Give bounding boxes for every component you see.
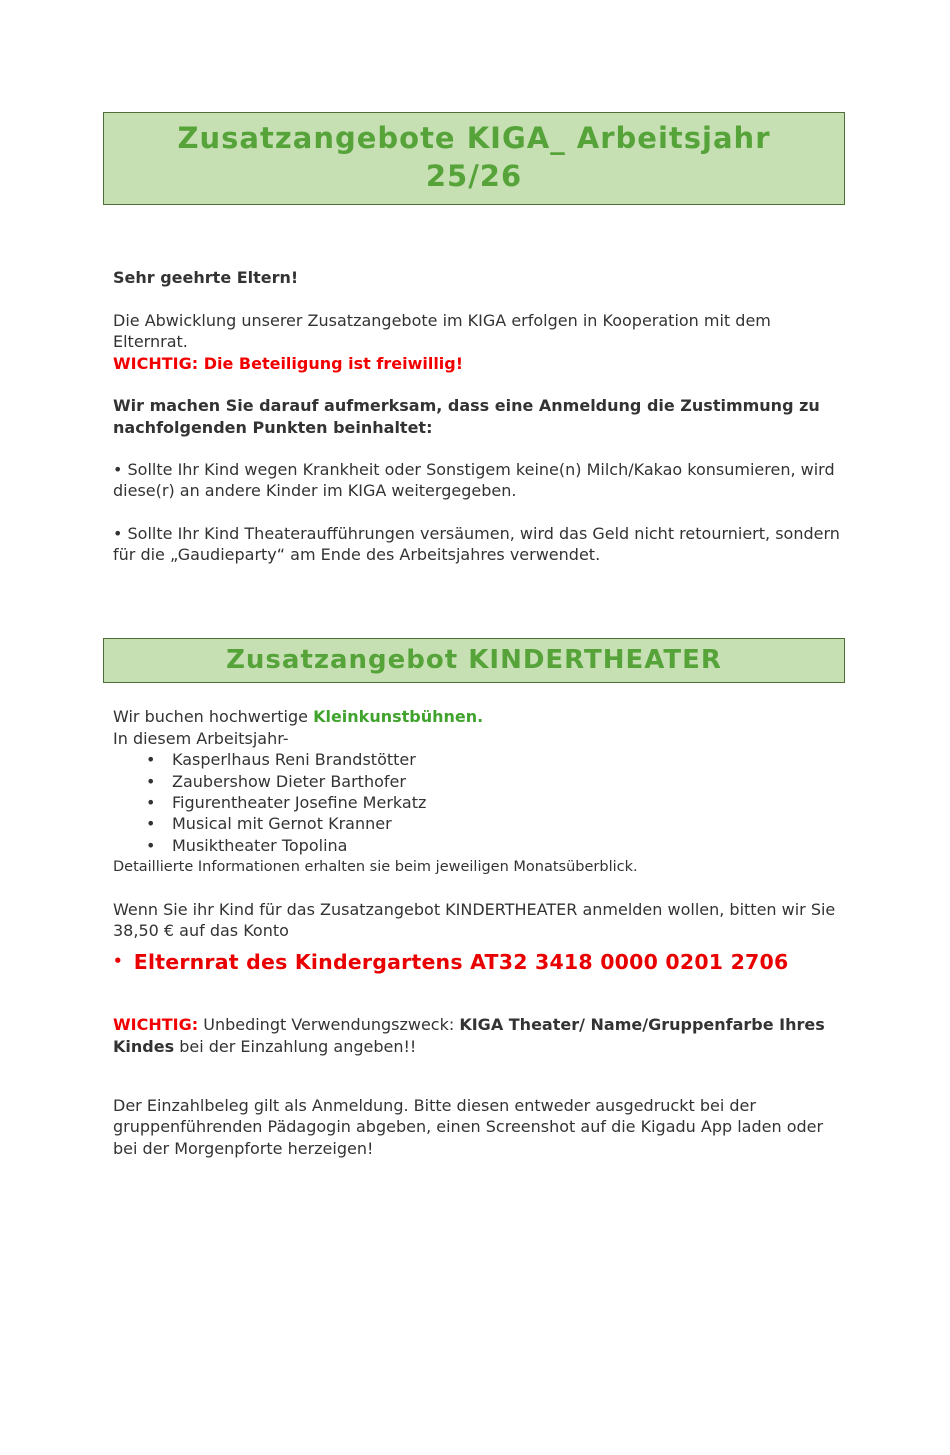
main-title-banner bbox=[103, 112, 845, 205]
list-item: • Kasperlhaus Reni Brandstötter bbox=[172, 749, 845, 770]
document-page bbox=[0, 112, 950, 1455]
list-item: • Figurentheater Josefine Merkatz bbox=[172, 792, 845, 813]
document-title-line1: Zusatzangebote KIGA_ Arbeitsjahr bbox=[177, 121, 771, 155]
bank-account-line bbox=[113, 949, 845, 976]
section-title-banner bbox=[103, 638, 845, 684]
reference-required-text: KIGA Theater/ Name/Gruppenfarbe Ihres Kindes bbox=[113, 1015, 825, 1056]
greeting: Sehr geehrte Eltern! bbox=[113, 268, 299, 288]
theater-intro-line1 bbox=[113, 706, 845, 727]
list-item: • Musiktheater Topolina bbox=[172, 835, 845, 856]
list-item: • Zaubershow Dieter Barthofer bbox=[172, 771, 845, 792]
payment-instructions: Wenn Sie ihr Kind für das Zusatzangebot KINDERTHEATER anmelden wollen, bitten wir Sie 38,50 € auf das Konto bbox=[113, 899, 836, 941]
reference-text: Unbedingt Verwendungszweck: bbox=[198, 1015, 460, 1035]
intro-section bbox=[113, 267, 845, 565]
document-title bbox=[114, 120, 834, 195]
list-item: • Musical mit Gernot Kranner bbox=[172, 813, 845, 834]
wichtig-label: WICHTIG: bbox=[113, 1015, 199, 1035]
theater-intro bbox=[113, 706, 845, 749]
theater-intro-line2: In diesem Arbeitsjahr- bbox=[113, 728, 289, 748]
voluntary-warning: WICHTIG: Die Beteiligung ist freiwillig! bbox=[113, 353, 464, 373]
theater-acts-list bbox=[113, 749, 845, 856]
theater-intro-highlight: Kleinkunstbühnen. bbox=[313, 707, 484, 727]
cooperation-text: Die Abwicklung unserer Zusatzangebote im KIGA erfolgen in Kooperation mit dem Elternrat. bbox=[113, 310, 771, 352]
theater-intro-text: Wir buchen hochwertige bbox=[113, 707, 314, 727]
payment-reference-warning bbox=[113, 1014, 845, 1057]
submission-instructions: Der Einzahlbeleg gilt als Anmeldung. Bitte diesen entweder ausgedruckt bei der gruppenführenden Pädagogin abgeben, einen Screenshot auf die Kigadu App laden oder bei der Morgenpforte herzeigen! bbox=[113, 1095, 824, 1158]
theater-clause: • Sollte Ihr Kind Theateraufführungen versäumen, wird das Geld nicht retourniert, sondern für die „Gaudieparty“ am Ende des Arbeitsjahres verwendet. bbox=[113, 523, 840, 565]
theater-section bbox=[113, 706, 845, 1159]
consent-notice: Wir machen Sie darauf aufmerksam, dass eine Anmeldung die Zustimmung zu nachfolgenden Punkten beinhaltet: bbox=[113, 396, 820, 437]
section-title: Zusatzangebot KINDERTHEATER bbox=[226, 644, 722, 675]
milk-clause: • Sollte Ihr Kind wegen Krankheit oder Sonstigem keine(n) Milch/Kakao konsumieren, wird diese(r) an andere Kinder im KIGA weitergegeben. bbox=[113, 460, 835, 501]
document-title-line2: 25/26 bbox=[425, 158, 523, 193]
details-note: Detaillierte Informationen erhalten sie beim jeweiligen Monatsüberblick. bbox=[113, 859, 638, 876]
bank-account-text: Elternrat des Kindergartens AT32 3418 0000 0201 2706 bbox=[133, 949, 789, 974]
reference-tail-text: bei der Einzahlung angeben!! bbox=[174, 1036, 417, 1056]
cooperation-paragraph bbox=[113, 310, 845, 374]
